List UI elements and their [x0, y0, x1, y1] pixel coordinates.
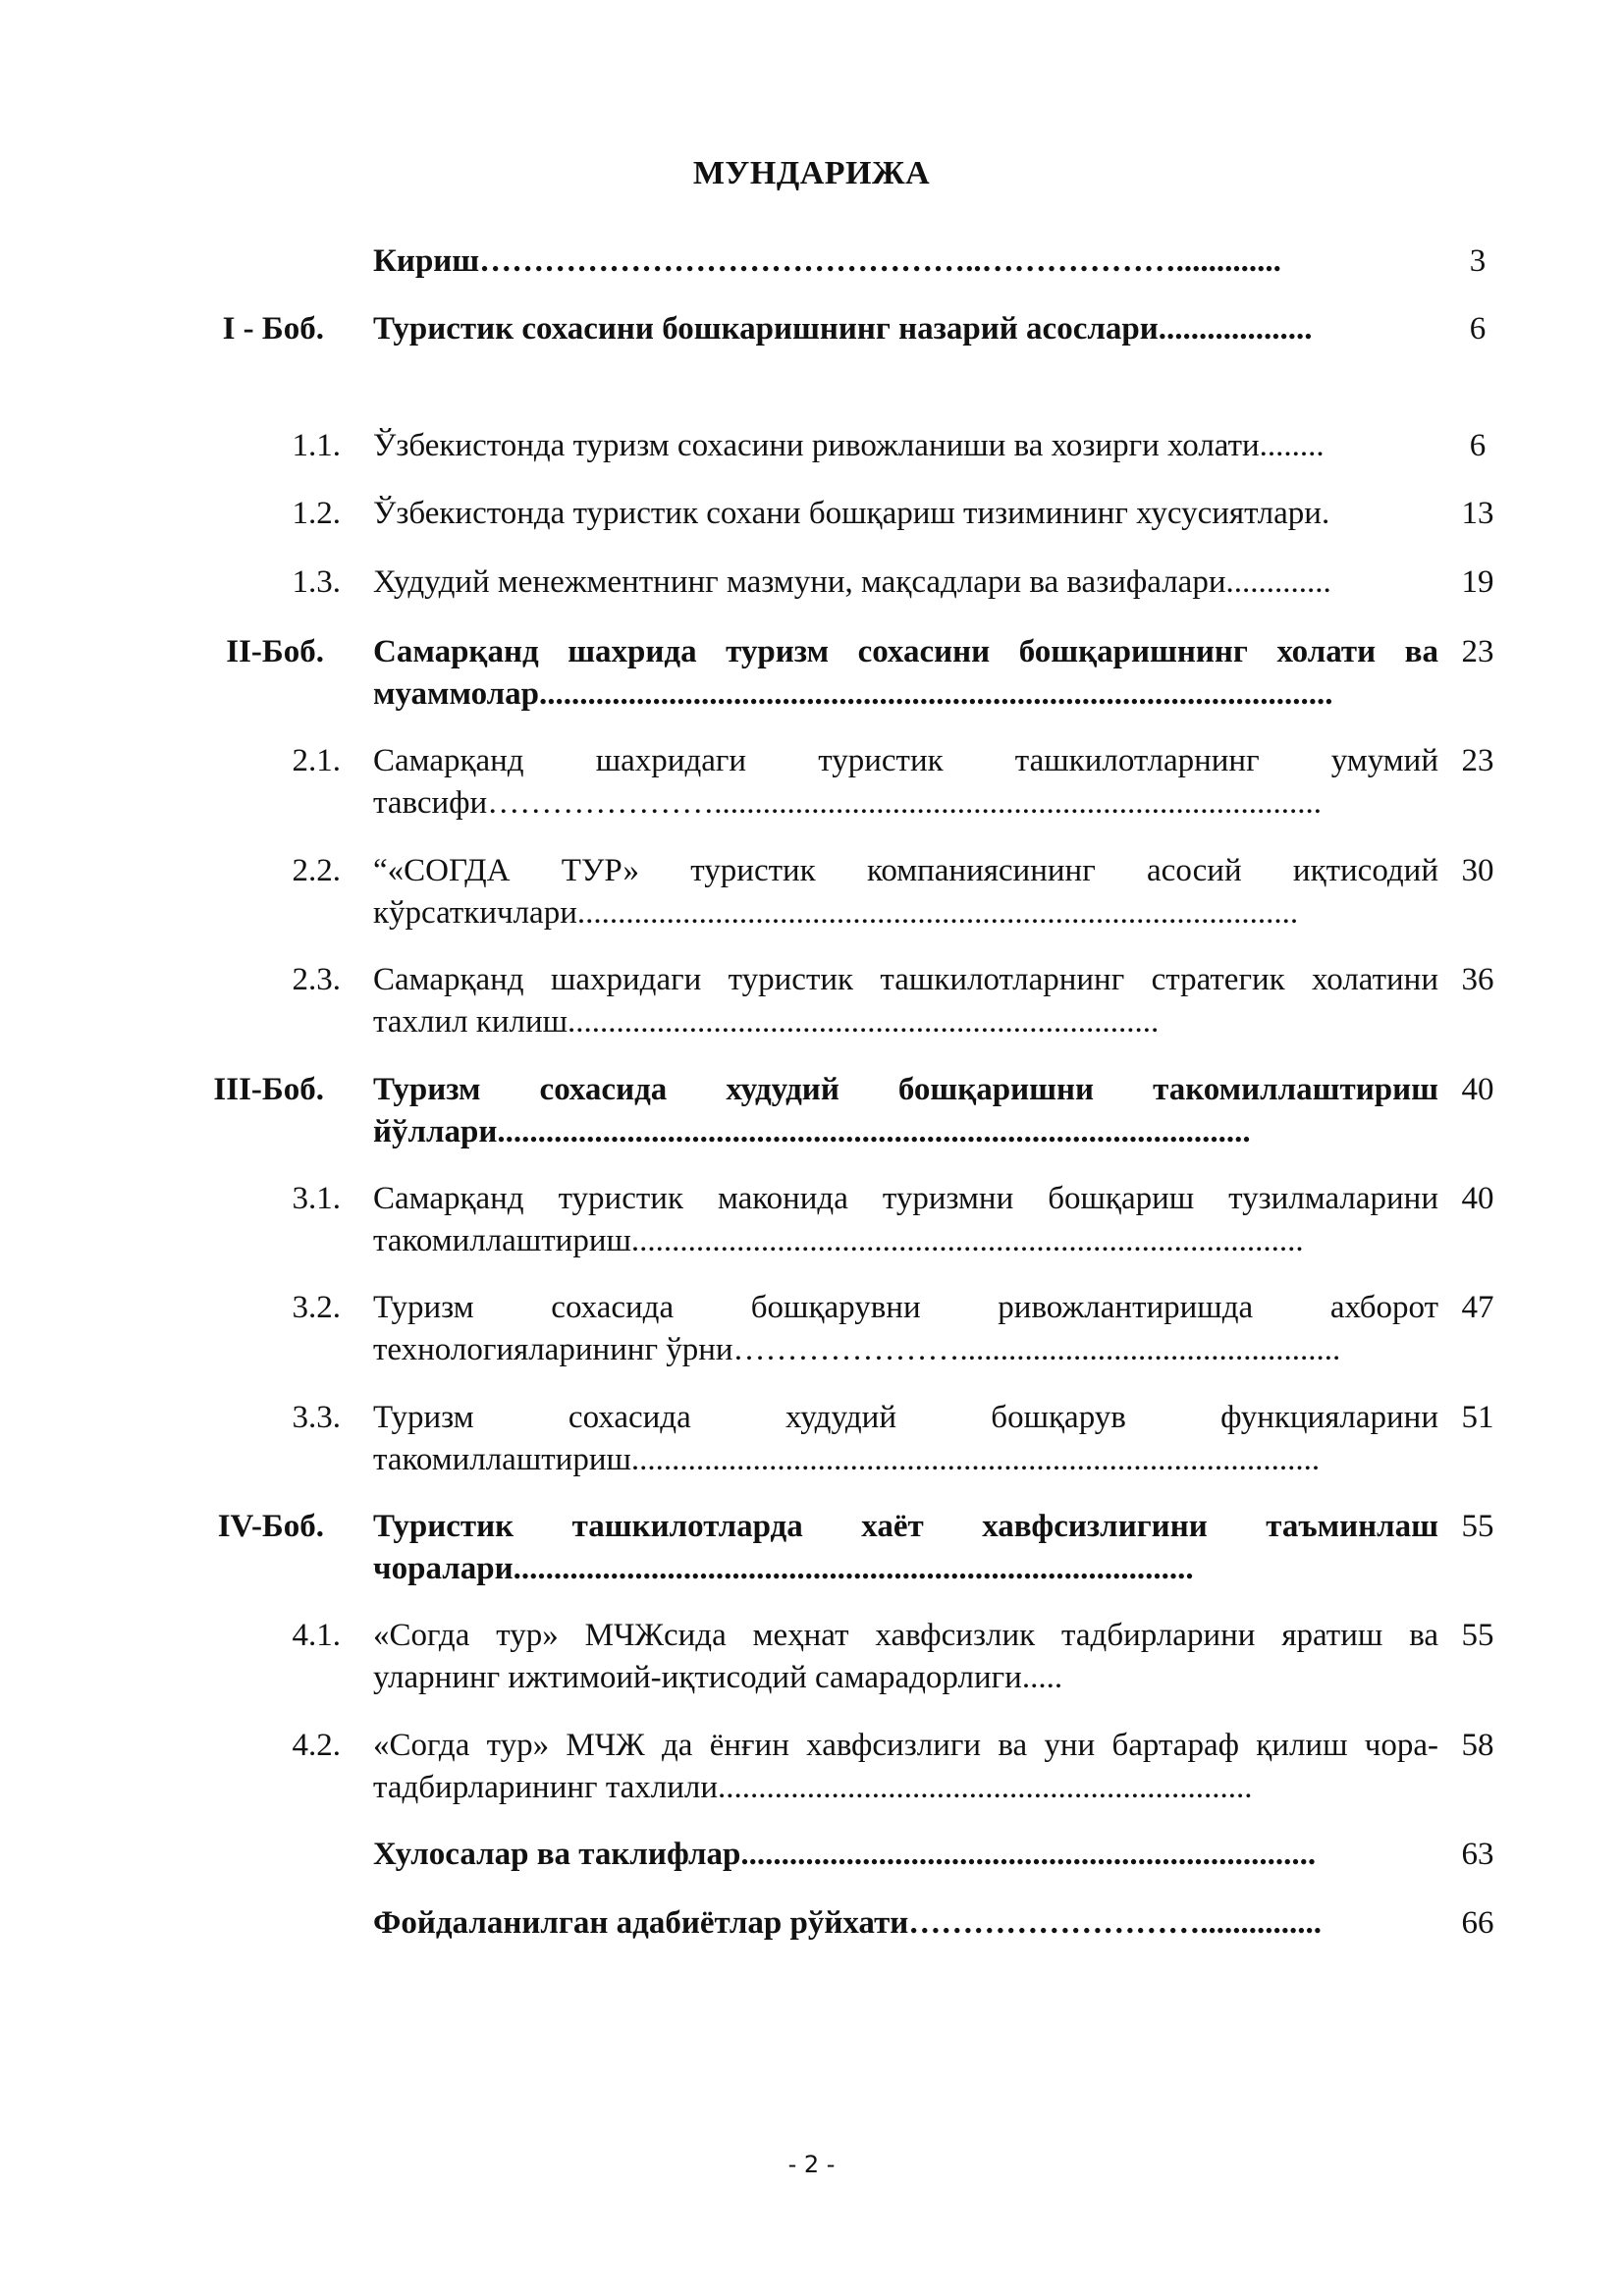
toc-entry-title: Самарқанд шахрида туризм сохасини бошқаришнинг холати ва муаммолар..................................................................................................	[373, 634, 1438, 712]
toc-entry-title: Туризм сохасида худудий бошқаришни такомиллаштириш йўллари.............................................................................................	[373, 1072, 1438, 1149]
toc-entry-number: III-Боб.	[213, 1072, 324, 1107]
toc-entry-page: 66	[1461, 1905, 1494, 1941]
toc-entry-page: 40	[1461, 1072, 1494, 1107]
toc-entry-page: 19	[1461, 564, 1494, 600]
toc-entry-page: 55	[1461, 1618, 1494, 1653]
toc-entry-number: 4.2.	[292, 1728, 341, 1763]
toc-entry-number: I - Боб.	[222, 311, 324, 347]
toc-entry-page: 40	[1461, 1181, 1494, 1216]
toc-entry-title: Ўзбекистонда туризм сохасини ривожланиши ва хозирги холати........	[373, 428, 1325, 463]
toc-entry-page: 51	[1461, 1400, 1494, 1435]
toc-entry-number: 2.3.	[292, 962, 341, 997]
toc-entry-number: 1.1.	[292, 428, 341, 463]
toc-entry-page: 23	[1461, 634, 1494, 669]
toc-entry-page: 3	[1469, 243, 1487, 279]
toc-entry-title: Ўзбекистонда туристик сохани бошқариш тизимининг хусусиятлари.	[373, 496, 1330, 531]
toc-entry-number: 1.2.	[292, 496, 341, 531]
toc-entry-title: Хулосалар ва таклифлар.......................................................................	[373, 1837, 1317, 1872]
toc-entry-number: 3.1.	[292, 1181, 341, 1216]
toc-entry-title: Худудий менежментнинг мазмуни, мақсадлари ва вазифалари.............	[373, 564, 1331, 600]
toc-entry-title: «Согда тур» МЧЖ да ёнғин хавфсизлиги ва уни бартараф қилиш чора-тадбирларининг тахлили..................................................................	[373, 1728, 1438, 1805]
document-title: МУНДАРИЖА	[692, 155, 931, 191]
toc-entry-title: Кириш………………………………………..……………….............	[373, 243, 1281, 279]
toc-entry-title: Туристик ташкилотларда хаёт хавфсизлигини таъминлаш чоралари....................................................................................	[373, 1509, 1438, 1586]
toc-entry-number: 1.3.	[292, 564, 341, 600]
toc-entry-number: 3.2.	[292, 1290, 341, 1325]
toc-entry-page: 13	[1461, 496, 1494, 531]
toc-entry-page: 36	[1461, 962, 1494, 997]
toc-entry-page: 47	[1461, 1290, 1494, 1325]
toc-entry-title: “«СОГДА ТУР» туристик компаниясининг асосий иқтисодий кўрсаткичлари.........................................................................................	[373, 853, 1438, 931]
toc-entry-title: Самарқанд туристик маконида туризмни бошқариш тузилмаларини такомиллаштириш...................................................................................	[373, 1181, 1438, 1258]
toc-entry-number: 3.3.	[292, 1400, 341, 1435]
toc-entry-page: 63	[1461, 1837, 1494, 1872]
toc-entry-page: 55	[1461, 1509, 1494, 1544]
page-number-footer: - 2 -	[787, 2151, 836, 2178]
toc-entry-title: Самарқанд шахридаги туристик ташкилотларнинг умумий тавсифи…………………...........................................................................	[373, 743, 1438, 821]
toc-entry-number: IV-Боб.	[217, 1509, 324, 1544]
toc-entry-number: 2.1.	[292, 743, 341, 778]
toc-entry-title: Самарқанд шахридаги туристик ташкилотларнинг стратегик холатини тахлил килиш.........................................................................	[373, 962, 1438, 1040]
toc-entry-number: 2.2.	[292, 853, 341, 888]
toc-entry-title: Фойдаланилган адабиётлар рўйхати………………………...............	[373, 1905, 1323, 1941]
toc-entry-page: 23	[1461, 743, 1494, 778]
toc-entry-number: II-Боб.	[226, 634, 324, 669]
toc-entry-number: 4.1.	[292, 1618, 341, 1653]
toc-entry-title: Туристик сохасини бошкаришнинг назарий асослари...................	[373, 311, 1313, 347]
toc-entry-title: «Согда тур» МЧЖсида меҳнат хавфсизлик тадбирларини яратиш ва уларнинг ижтимоий-иқтисодий самарадорлиги.....	[373, 1618, 1438, 1695]
toc-entry-title: Туризм сохасида бошқарувни ривожлантиришда ахборот технологияларининг ўрни…………………...............................................	[373, 1290, 1438, 1367]
toc-entry-page: 6	[1469, 428, 1487, 463]
toc-entry-page: 30	[1461, 853, 1494, 888]
toc-entry-title: Туризм сохасида худудий бошқарув функцияларини такомиллаштириш.....................................................................................	[373, 1400, 1438, 1477]
toc-entry-page: 6	[1469, 311, 1487, 347]
toc-entry-page: 58	[1461, 1728, 1494, 1763]
